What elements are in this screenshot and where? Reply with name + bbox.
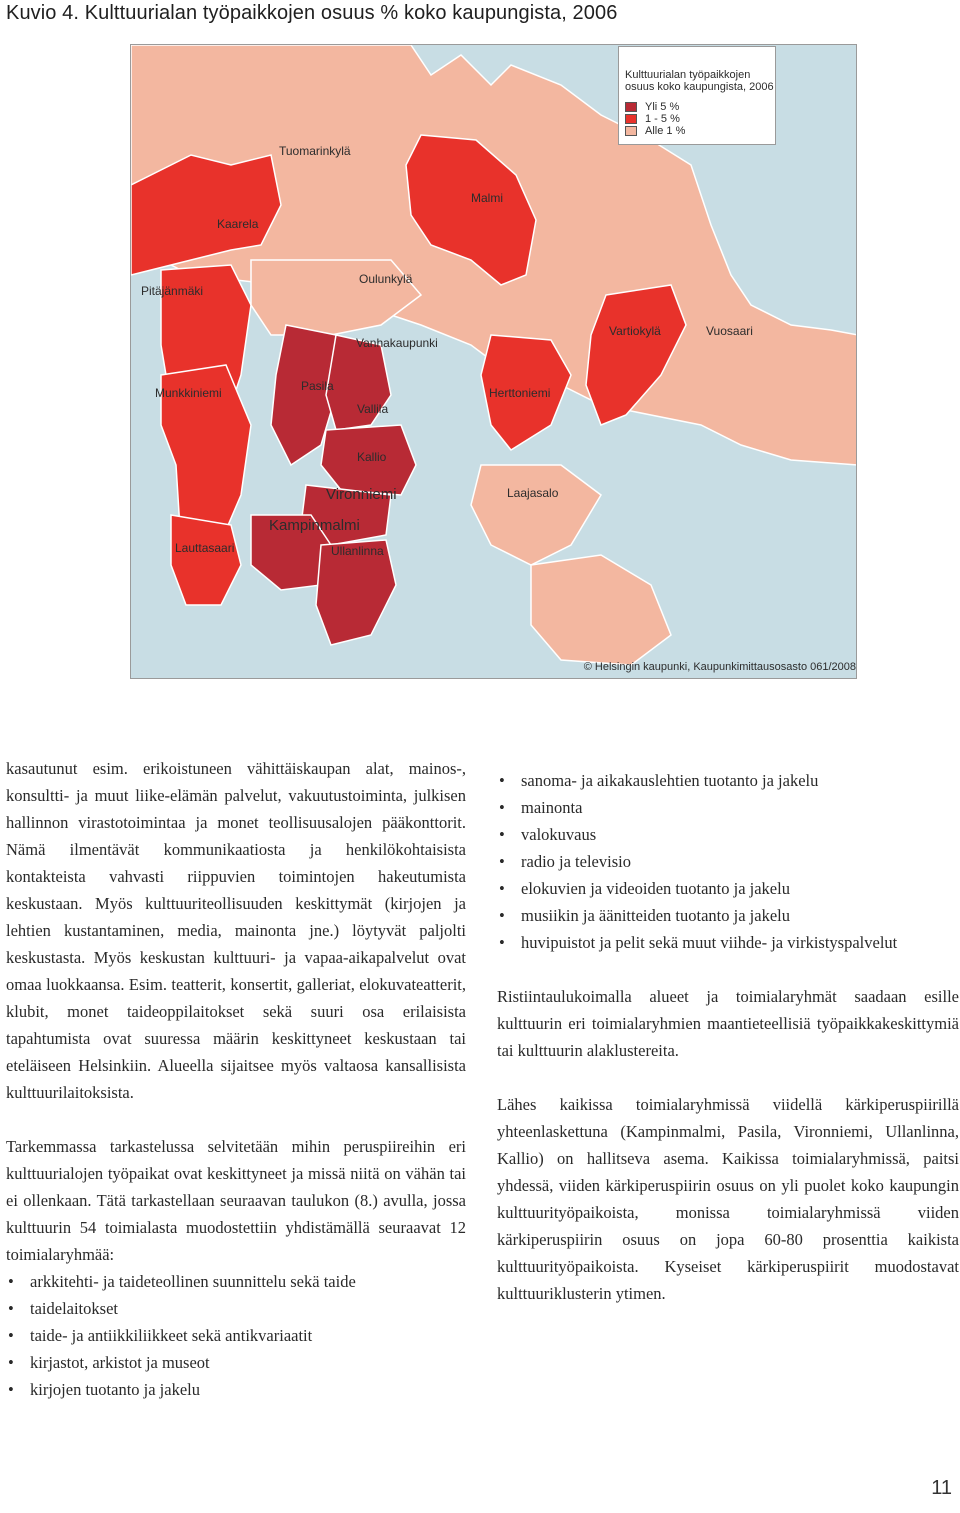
left-paragraph-1: kasautunut esim. erikoistuneen vähittäiskaupan alat, mainos-, konsultti- ja muut liike-elämän palvelut, vakuutustoiminta, julkisen hallinnon virastotoimintaa ja monet teollisuusalojen pääkonttorit. Nämä ilmentävät kommunikaatiosta ja henkilökohtaisista kontakteista vahvasti riippuvien toimintojen hakeutumista keskustaan. Myös kulttuuriteollisuuden keskittymät (kirjojen ja lehtien kustantaminen, media, mainonta jne.) löytyvät paljolti keskustasta. Myös keskustan kulttuuri- ja vapaa-aikapalvelut ovat omaa luokkaansa. Esim. teatterit, konsertit, galleriat, elokuvateatterit, klubit, monet taideoppilaitokset sekä suuri osa erilaisista tapahtumista ovat suuressa määrin keskittyneet keskustaan tai eteläiseen Helsinkiin. Alueella sijaitsee myös valtaosa kansallisista kulttuurilaitoksista. (6, 759, 466, 1102)
map-credit: © Helsingin kaupunki, Kaupunkimittausosasto 061/2008 (583, 661, 856, 673)
label-pitajanmaki: Pitäjänmäki (141, 284, 204, 298)
label-munkkiniemi: Munkkiniemi (155, 386, 222, 400)
label-kallio: Kallio (357, 450, 387, 464)
label-laajasalo: Laajasalo (507, 486, 559, 500)
legend-item (625, 101, 775, 113)
left-bullet-list (6, 1268, 466, 1403)
district-laajasalo-area (471, 465, 601, 565)
legend-items (625, 101, 775, 137)
label-vallila: Vallila (357, 402, 389, 416)
list-item: • valokuvaus (497, 821, 959, 848)
legend-swatch-low (625, 126, 637, 136)
legend-label: Alle 1 % (645, 125, 686, 137)
list-item: • kirjojen tuotanto ja jakelu (6, 1376, 466, 1403)
list-item: • huvipuistot ja pelit sekä muut viihde- ja virkistyspalvelut (497, 929, 959, 956)
label-tuomarinkyla: Tuomarinkylä (279, 144, 351, 158)
right-bullet-list (497, 767, 959, 956)
legend-label: Yli 5 % (645, 101, 680, 113)
label-ullanlinna: Ullanlinna (331, 544, 384, 558)
left-paragraph-2: Tarkemmassa tarkastelussa selvitetään mihin peruspiireihin eri kulttuurialojen työpaikat ovat keskittyneet ja missä niitä on vähän tai ei ollenkaan. Tätä tarkastellaan seuraavan taulukon (8.) avulla, jossa kulttuurin 54 toimialasta muodostettiin yhdistämällä seuraavat 12 toimialaryhmää: (6, 1137, 466, 1264)
map-legend (618, 46, 776, 145)
legend-title-line1: Kulttuurialan työpaikkojen (625, 69, 751, 81)
list-item: • musiikin ja äänitteiden tuotanto ja jakelu (497, 902, 959, 929)
list-item: • taide- ja antiikkiliikkeet sekä antikvariaatit (6, 1322, 466, 1349)
label-kaarela: Kaarela (217, 217, 259, 231)
list-item: • elokuvien ja videoiden tuotanto ja jakelu (497, 875, 959, 902)
figure-title: Kuvio 4. Kulttuurialan työpaikkojen osuus % koko kaupungista, 2006 (6, 2, 618, 24)
label-vironniemi: Vironniemi (326, 486, 397, 503)
right-column (497, 767, 959, 1307)
list-item: • sanoma- ja aikakauslehtien tuotanto ja jakelu (497, 767, 959, 794)
legend-item (625, 125, 775, 137)
label-kampinmalmi: Kampinmalmi (269, 517, 360, 534)
page-number: 11 (931, 1477, 952, 1499)
legend-label: 1 - 5 % (645, 113, 680, 125)
label-lauttasaari: Lauttasaari (175, 541, 235, 555)
label-malmi: Malmi (471, 191, 503, 205)
list-item: • mainonta (497, 794, 959, 821)
legend-item (625, 113, 775, 125)
district-southeast-islands (531, 555, 671, 665)
right-paragraph-1: Ristiintaulukoimalla alueet ja toimialaryhmät saadaan esille kulttuurin eri toimialaryhmien maantieteellisiä työpaikkakeskittymiä tai kulttuurin alaklustereita. (497, 987, 959, 1060)
label-herttoniemi: Herttoniemi (489, 386, 551, 400)
right-paragraph-2: Lähes kaikissa toimialaryhmissä viidellä kärkiperuspiirillä yhteenlaskettuna (Kampinmalmi, Pasila, Vironniemi, Ullanlinna, Kallio) on hallitseva asema. Kaikissa toimialaryhmissä, paitsi yhdessä, viiden kärkiperuspiirin osuus on yli puolet koko kaupungin kulttuurityöpaikoista, monissa toimialaryhmissä viiden kärkiperuspiirin osuus on jopa 60-80 prosenttia kaikista kulttuurityöpaikoista. Kyseiset kärkiperuspiirit muodostavat kulttuuriklusterin ytimen. (497, 1095, 959, 1303)
label-vuosaari: Vuosaari (706, 324, 753, 338)
list-item: • arkkitehti- ja taideteollinen suunnittelu sekä taide (6, 1268, 466, 1295)
legend-swatch-mid (625, 114, 637, 124)
label-oulunkyla: Oulunkylä (359, 272, 413, 286)
district-lauttasaari-area (171, 515, 241, 605)
label-vanhakaupunki: Vanhakaupunki (356, 336, 438, 350)
left-column (6, 755, 466, 1403)
legend-title-line2: osuus koko kaupungista, 2006 (625, 81, 774, 93)
list-item: • radio ja televisio (497, 848, 959, 875)
list-item: • taidelaitokset (6, 1295, 466, 1322)
label-pasila: Pasila (301, 379, 334, 393)
label-vartiokyla: Vartiokylä (609, 324, 661, 338)
legend-swatch-high (625, 102, 637, 112)
list-item: • kirjastot, arkistot ja museot (6, 1349, 466, 1376)
